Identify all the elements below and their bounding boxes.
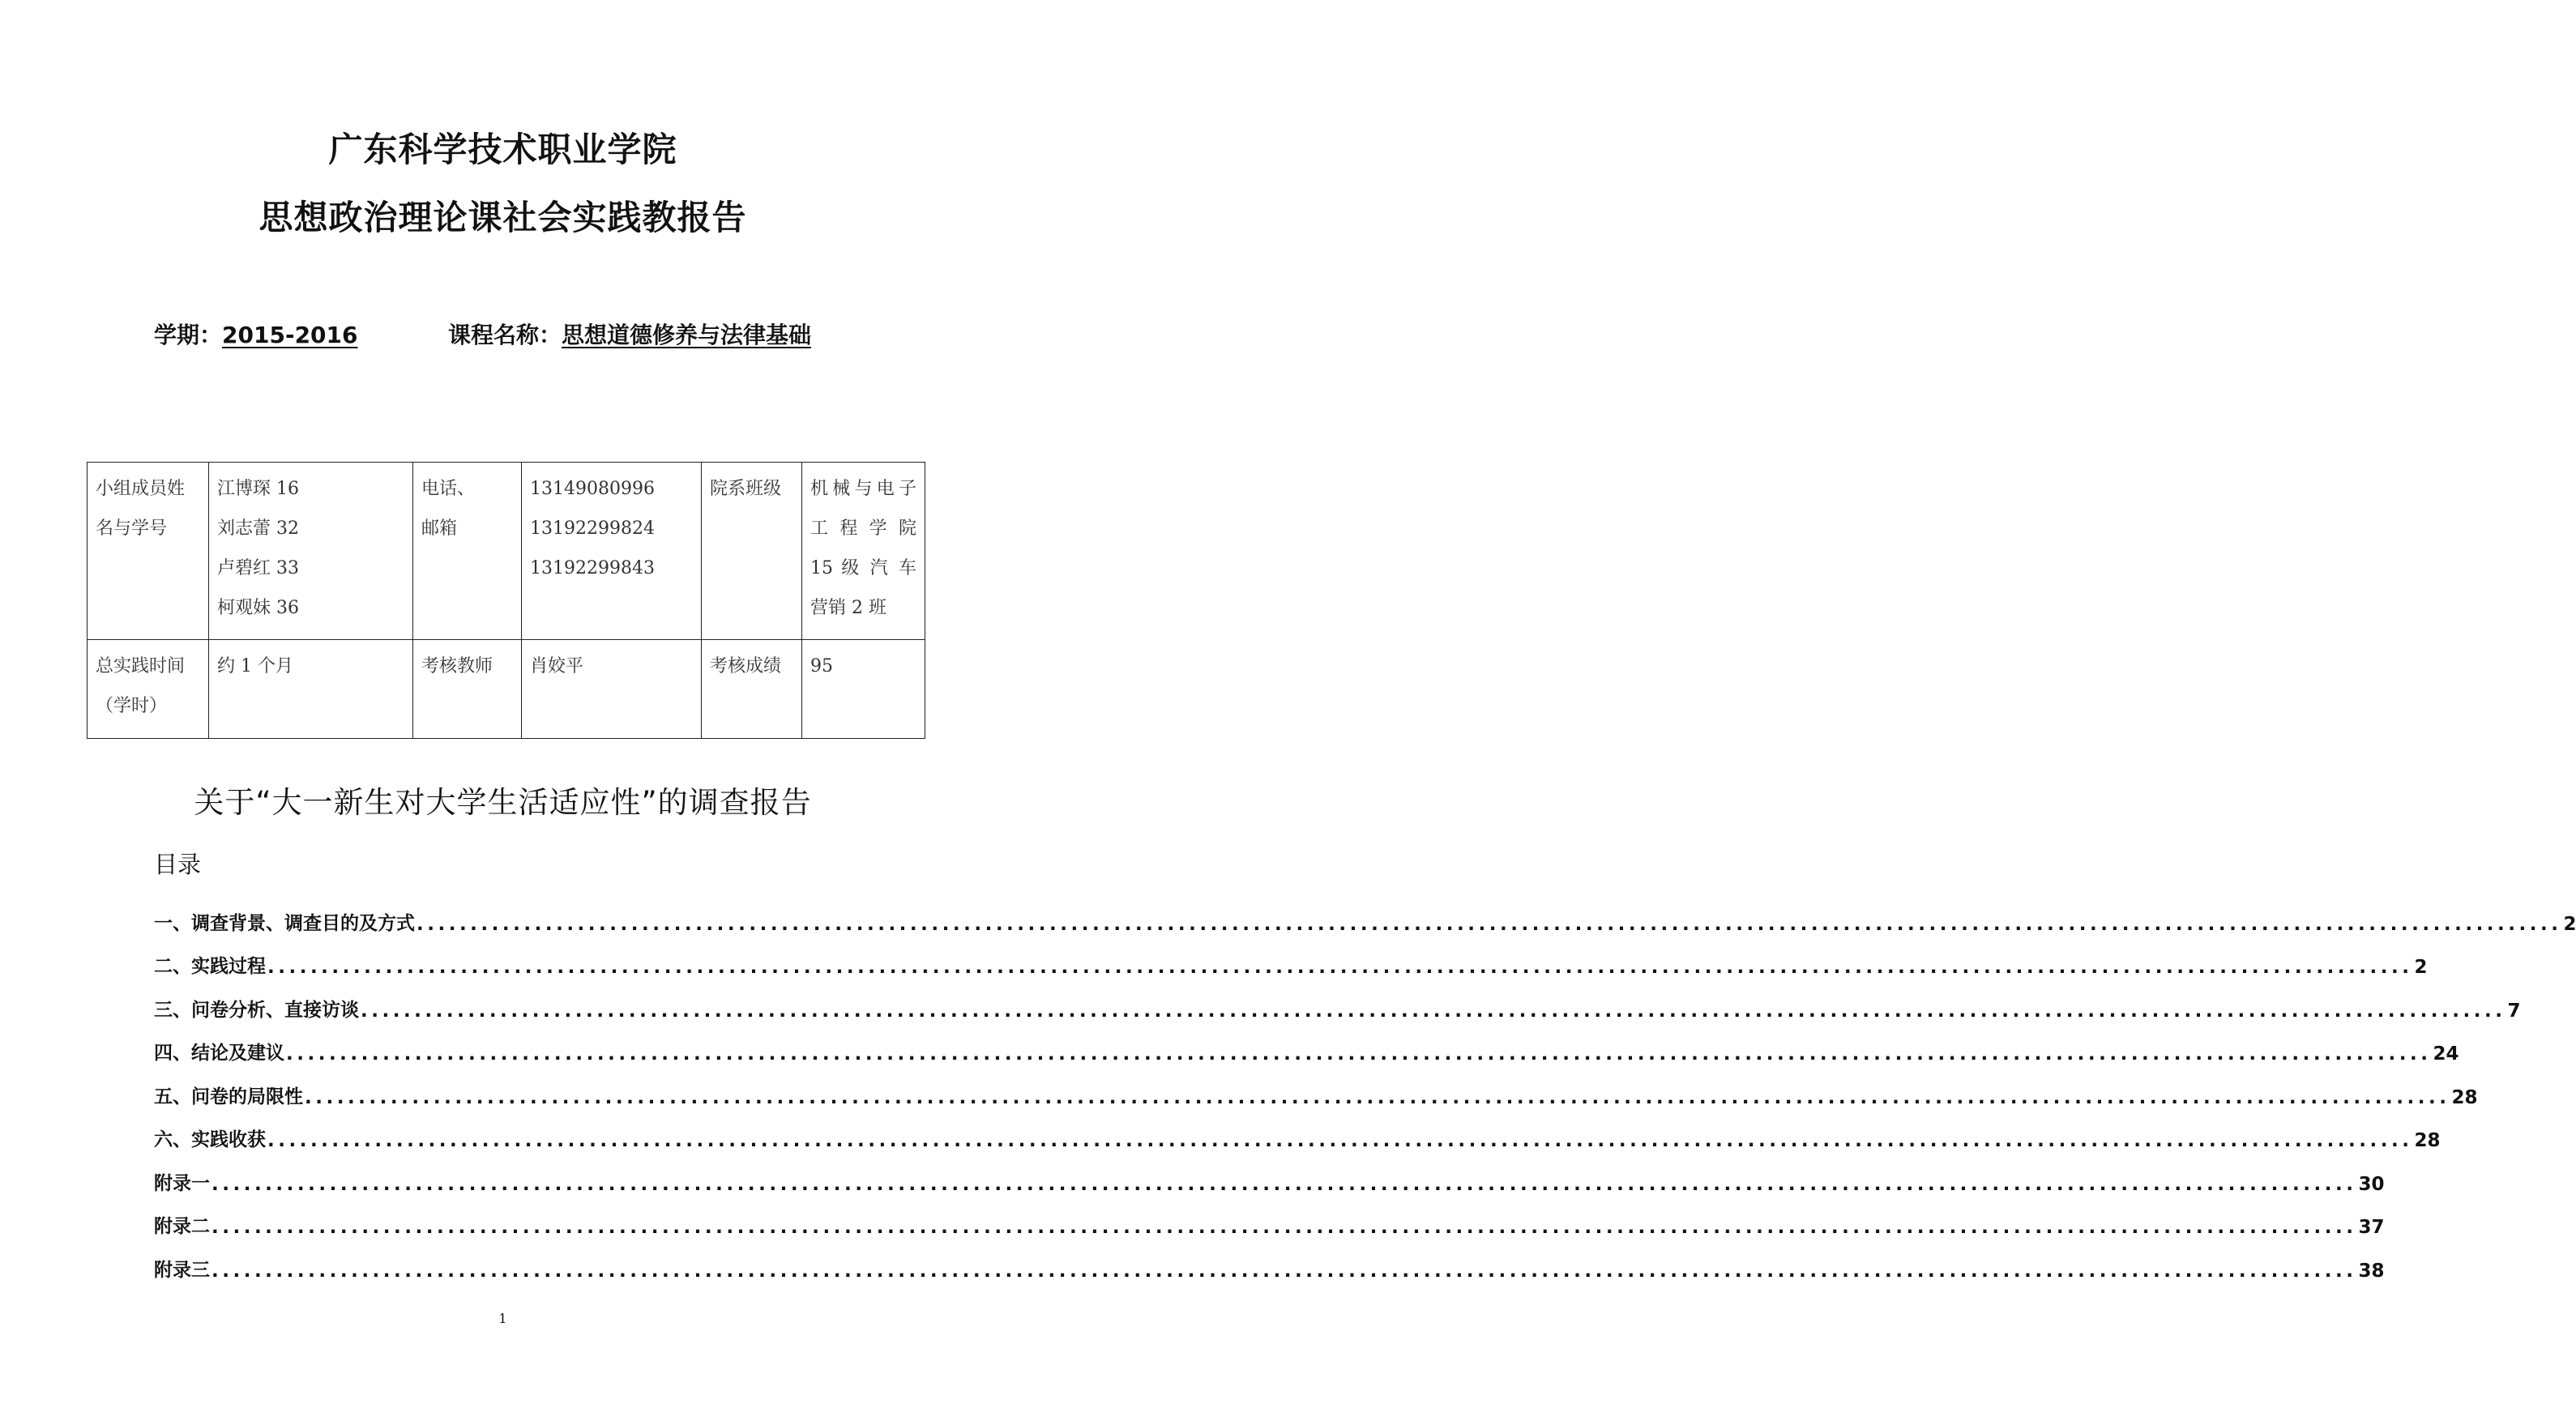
toc-leader-dots: ........................................................................................................................................................................................................ <box>361 1000 2506 1022</box>
member-entry: 刘志蕾 32 <box>217 518 299 539</box>
table-of-contents <box>154 891 2576 1282</box>
teacher-value: 肖姣平 <box>522 640 702 739</box>
toc-leader-dots: ........................................................................................................................................................................................................ <box>305 1086 2450 1108</box>
member-entry: 卢碧红 33 <box>217 558 299 578</box>
members-cell <box>209 463 413 640</box>
toc-entry-label: 三、问卷分析、直接访谈 <box>154 999 359 1021</box>
toc-entry[interactable] <box>154 1108 2441 1152</box>
report-title: 关于“大一新生对大学生活适应性”的调查报告 <box>194 785 812 820</box>
toc-entry[interactable] <box>154 1065 2478 1108</box>
info-table <box>87 462 925 739</box>
toc-heading: 目录 <box>154 851 202 878</box>
score-value: 95 <box>802 640 925 739</box>
member-entry: 柯观妹 36 <box>217 598 299 618</box>
toc-entry[interactable] <box>154 891 2576 935</box>
term-label: 学期： <box>154 322 223 348</box>
page-number: 1 <box>498 1311 507 1326</box>
score-label: 考核成绩 <box>702 640 802 739</box>
members-label: 小组成员姓名与学号 <box>88 463 209 640</box>
toc-entry-page: 24 <box>2433 1043 2459 1065</box>
teacher-label: 考核教师 <box>413 640 522 739</box>
toc-entry-page: 37 <box>2358 1217 2385 1238</box>
phone-entry: 13149080996 <box>530 479 655 499</box>
toc-entry-page: 2 <box>2414 957 2428 978</box>
course-field <box>448 318 811 350</box>
table-row <box>88 463 925 640</box>
toc-leader-dots: ........................................................................................................................................................................................................ <box>286 1043 2432 1065</box>
toc-leader-dots: ........................................................................................................................................................................................................ <box>211 1217 2357 1238</box>
toc-entry-label: 五、问卷的局限性 <box>154 1086 303 1107</box>
toc-entry-label: 二、实践过程 <box>154 956 266 977</box>
toc-entry-label: 附录三 <box>154 1259 210 1281</box>
term-value: 2015-2016 <box>222 322 358 348</box>
toc-entry-page: 28 <box>2451 1086 2478 1108</box>
toc-leader-dots: ........................................................................................................................................................................................................ <box>417 913 2562 935</box>
contact-label <box>413 463 522 640</box>
toc-leader-dots: ........................................................................................................................................................................................................ <box>267 1130 2413 1151</box>
toc-entry[interactable] <box>154 1195 2385 1239</box>
phones-cell <box>522 463 702 640</box>
toc-entry-page: 30 <box>2358 1173 2385 1195</box>
time-label: 总实践时间（学时） <box>88 640 209 739</box>
course-label: 课程名称： <box>448 322 562 348</box>
dept-label: 院系班级 <box>702 463 802 640</box>
toc-entry[interactable] <box>154 978 2521 1022</box>
toc-leader-dots: ........................................................................................................................................................................................................ <box>211 1173 2357 1195</box>
term-field <box>154 318 358 350</box>
school-title: 广东科学技术职业学院 <box>328 130 677 169</box>
toc-entry-label: 六、实践收获 <box>154 1129 266 1150</box>
toc-entry-label: 附录一 <box>154 1172 210 1194</box>
course-value: 思想道德修养与法律基础 <box>562 322 812 348</box>
toc-entry-label: 附录二 <box>154 1216 210 1237</box>
toc-entry-label: 一、调查背景、调查目的及方式 <box>154 912 415 934</box>
toc-entry-page: 7 <box>2507 1000 2521 1022</box>
toc-entry-page: 28 <box>2414 1130 2441 1151</box>
toc-entry-page: 2 <box>2563 913 2576 935</box>
time-value: 约 1 个月 <box>209 640 413 739</box>
phone-entry: 13192299824 <box>530 518 655 539</box>
table-row <box>88 640 925 739</box>
toc-leader-dots: ........................................................................................................................................................................................................ <box>211 1260 2357 1282</box>
toc-entry[interactable] <box>154 1238 2385 1282</box>
contact-label-line: 邮箱 <box>421 518 458 539</box>
toc-entry-page: 38 <box>2358 1260 2385 1282</box>
toc-entry[interactable] <box>154 1022 2459 1065</box>
dept-value: 机械与电子工 程 学 院 15 级 汽 车营销 2 班 <box>802 463 925 640</box>
report-type-title: 思想政治理论课社会实践教报告 <box>258 198 747 237</box>
toc-entry-label: 四、结论及建议 <box>154 1043 284 1064</box>
contact-label-line: 电话、 <box>421 479 476 499</box>
toc-entry[interactable] <box>154 1151 2385 1195</box>
phone-entry: 13192299843 <box>530 558 655 578</box>
member-entry: 江博琛 16 <box>217 479 299 499</box>
toc-leader-dots: ........................................................................................................................................................................................................ <box>267 957 2413 978</box>
toc-entry[interactable] <box>154 935 2428 979</box>
